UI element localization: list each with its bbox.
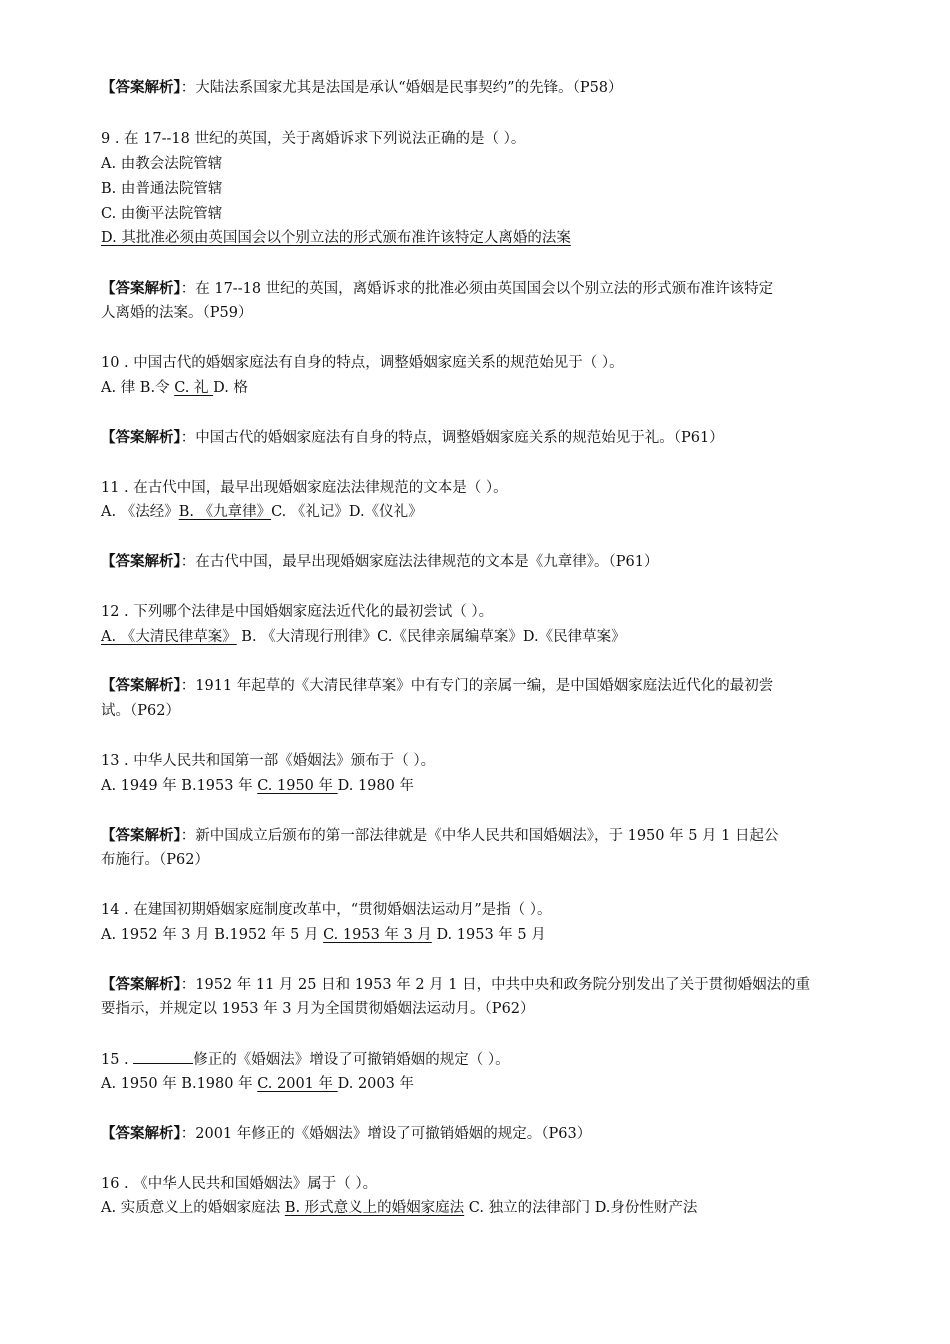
text-span: 12 . 下列哪个法律是中国婚姻家庭法近代化的最初尝试（ ）。: [101, 604, 494, 620]
text-span: 11 . 在古代中国，最早出现婚姻家庭法法律规范的文本是（ ）。: [101, 480, 508, 496]
text-line: [101, 676, 773, 696]
text-line: [101, 428, 724, 448]
text-line: [101, 478, 508, 498]
text-line: [101, 204, 222, 224]
text-line: [101, 1049, 510, 1070]
text-span: C. 由衡平法院管辖: [101, 206, 223, 222]
text-line: [101, 925, 546, 945]
correct-answer: B. 《九章律》: [178, 504, 272, 520]
text-span: ：中国古代的婚姻家庭法有自身的特点，调整婚姻家庭关系的规范始见于礼。（P61）: [180, 430, 724, 446]
text-line: [101, 1124, 591, 1144]
text-line: [101, 999, 535, 1019]
text-span: 16 . 《中华人民共和国婚姻法》属于（ ）。: [101, 1176, 378, 1192]
text-span: C. 《礼记》D.《仪礼》: [271, 504, 423, 520]
text-span: ：在古代中国，最早出现婚姻家庭法法律规范的文本是《九章律》。（P61）: [180, 554, 659, 570]
answer-analysis-label: 【答案解析】: [101, 1125, 181, 1142]
text-span: B. 由普通法院管辖: [101, 181, 223, 197]
answer-analysis-label: 【答案解析】: [101, 79, 181, 96]
answer-analysis-label: 【答案解析】: [101, 553, 181, 570]
text-line: [101, 1198, 697, 1218]
text-span: ：在 17--18 世纪的英国，离婚诉求的批准必须由英国国会以个别立法的形式颁布准许该特定: [180, 281, 774, 297]
text-span: ：新中国成立后颁布的第一部法律就是《中华人民共和国婚姻法》，于 1950 年 5 月 1 日起公: [180, 828, 779, 844]
text-line: [101, 502, 423, 522]
text-span: C. 独立的法律部门 D.身份性财产法: [464, 1200, 698, 1216]
text-span: ：2001 年修正的《婚姻法》增设了可撤销婚姻的规定。（P63）: [180, 1126, 592, 1142]
text-span: 14 . 在建国初期婚姻家庭制度改革中，“贯彻婚姻法运动月”是指（ ）。: [101, 902, 552, 918]
correct-answer: C. 1950 年: [257, 778, 338, 794]
text-span: 试。（P62）: [101, 703, 180, 719]
text-span: 要指示，并规定以 1953 年 3 月为全国贯彻婚姻法运动月。（P62）: [101, 1001, 535, 1017]
answer-analysis-label: 【答案解析】: [101, 280, 181, 297]
text-line: [101, 552, 658, 572]
text-span: A. 律 B.令: [101, 380, 175, 396]
correct-answer: D. 其批准必须由英国国会以个别立法的形式颁布准许该特定人离婚的法案: [101, 230, 571, 246]
text-span: D. 2003 年: [337, 1076, 414, 1092]
text-span: ：大陆法系国家尤其是法国是承认“婚姻是民事契约”的先锋。（P58）: [180, 80, 623, 96]
text-span: A. 《法经》: [101, 504, 179, 520]
text-line: [101, 129, 525, 149]
text-span: 13 . 中华人民共和国第一部《婚姻法》颁布于（ ）。: [101, 753, 436, 769]
correct-answer: C. 1953 年 3 月: [323, 927, 432, 943]
text-line: [101, 1074, 414, 1094]
text-line: [101, 279, 773, 299]
answer-analysis-label: 【答案解析】: [101, 827, 181, 844]
text-line: [101, 975, 810, 995]
text-line: [101, 1174, 377, 1194]
text-span: 10 . 中国古代的婚姻家庭法有自身的特点，调整婚姻家庭关系的规范始见于（ ）。: [101, 355, 624, 371]
text-line: [101, 378, 248, 398]
text-line: [101, 303, 252, 323]
text-line: [101, 353, 624, 373]
text-line: [101, 850, 209, 870]
text-span: 布施行。（P62）: [101, 852, 209, 868]
correct-answer: B. 形式意义上的婚姻家庭法: [284, 1200, 465, 1216]
answer-analysis-label: 【答案解析】: [101, 429, 181, 446]
correct-answer: A. 《大清民律草案》: [101, 629, 237, 645]
text-span: B. 《大清现行刑律》C.《民律亲属编草案》D.《民律草案》: [236, 629, 626, 645]
answer-analysis-label: 【答案解析】: [101, 976, 181, 993]
text-line: [101, 179, 222, 199]
text-line: [101, 78, 623, 98]
text-line: [101, 228, 571, 248]
text-span: A. 1950 年 B.1980 年: [101, 1076, 258, 1092]
fill-in-blank: [133, 1049, 193, 1064]
text-span: ：1952 年 11 月 25 日和 1953 年 2 月 1 日，中共中央和政务院分别发出了关于贯彻婚姻法的重: [180, 977, 811, 993]
text-line: [101, 900, 551, 920]
text-line: [101, 701, 180, 721]
text-span: A. 1949 年 B.1953 年: [101, 778, 258, 794]
correct-answer: C. 2001 年: [257, 1076, 338, 1092]
text-span: D. 1980 年: [337, 778, 414, 794]
text-span: 修正的《婚姻法》增设了可撤销婚姻的规定（ ）。: [193, 1052, 510, 1068]
text-line: [101, 776, 414, 796]
text-line: [101, 751, 435, 771]
text-line: [101, 154, 222, 174]
correct-answer: C. 礼: [174, 380, 214, 396]
text-span: D. 格: [213, 380, 248, 396]
text-span: 人离婚的法案。（P59）: [101, 305, 253, 321]
text-span: A. 实质意义上的婚姻家庭法: [101, 1200, 285, 1216]
text-line: [101, 602, 493, 622]
text-span: A. 由教会法院管辖: [101, 156, 223, 172]
text-span: A. 1952 年 3 月 B.1952 年 5 月: [101, 927, 324, 943]
answer-analysis-label: 【答案解析】: [101, 677, 181, 694]
text-line: [101, 826, 779, 846]
text-span: 15 .: [101, 1052, 134, 1068]
text-line: [101, 627, 626, 647]
text-span: D. 1953 年 5 月: [431, 927, 546, 943]
text-span: ：1911 年起草的《大清民律草案》中有专门的亲属一编，是中国婚姻家庭法近代化的最初尝: [180, 678, 774, 694]
text-span: 9 . 在 17--18 世纪的英国，关于离婚诉求下列说法正确的是（ ）。: [101, 131, 526, 147]
